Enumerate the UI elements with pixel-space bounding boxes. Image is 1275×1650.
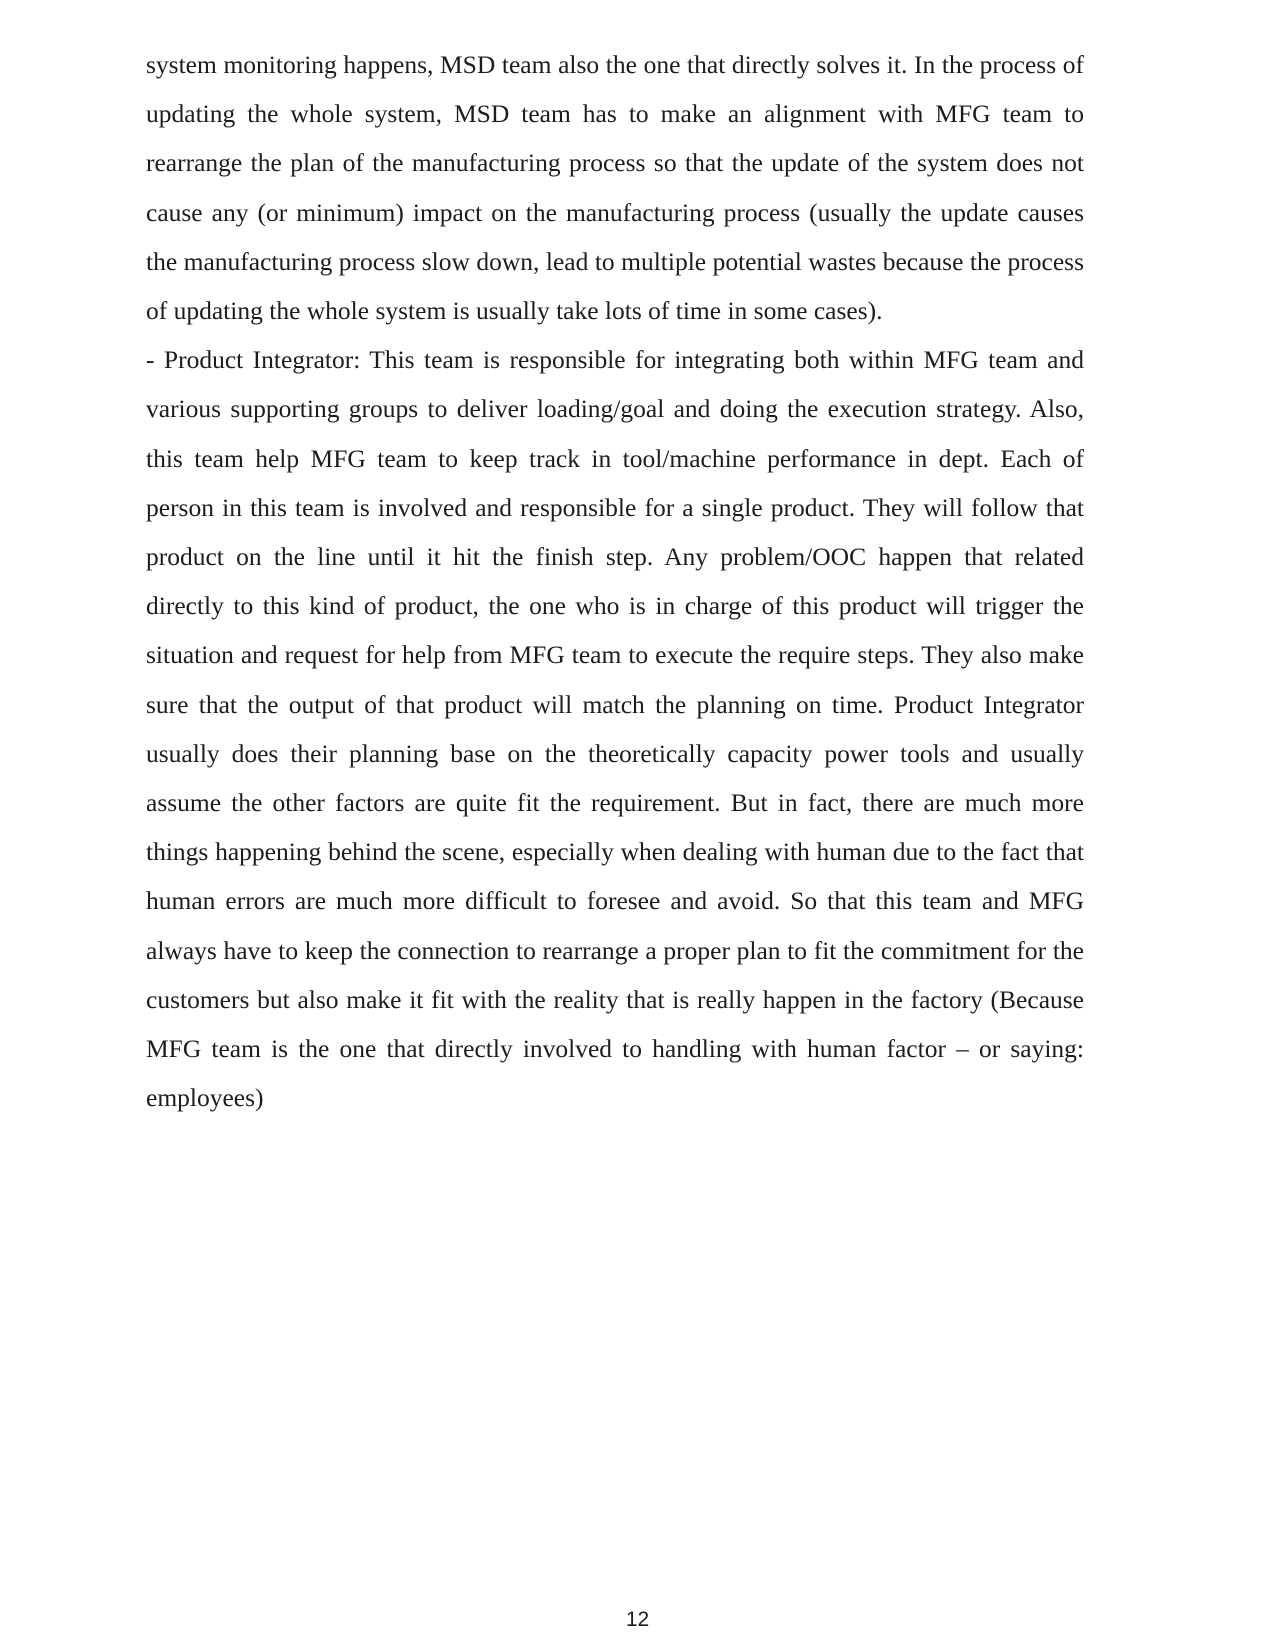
page-number: 12 [625, 1608, 650, 1631]
paragraph-msd-team: system monitoring happens, MSD team also the one that directly solves it. In the process of updating the whole system, MSD team has to make an alignment with MFG team to rearrange the plan of the manufacturing process so that the update of the system does not cause any (or minimum) impact on the manufacturing process (usually the update causes the manufacturing process slow down, lead to multiple potential wastes because the process of updating the whole system is usually take lots of time in some cases). [146, 50, 1084, 326]
paragraph-product-integrator: - Product Integrator: This team is responsible for integrating both within MFG team and various supporting groups to deliver loading/goal and doing the execution strategy. Also, this team help MFG team to keep track in tool/machine performance in dept. Each of person in this team is involved and responsible for a single product. They will follow that product on the line until it hit the finish step. Any problem/OOC happen that related directly to this kind of product, the one who is in charge of this product will trigger the situation and request for help from MFG team to execute the require steps. They also make sure that the output of that product will match the planning on time. Product Integrator usually does their planning base on the theoretically capacity power tools and usually assume the other factors are quite fit the requirement. But in fact, there are much more things happening behind the scene, especially when dealing with human due to the fact that human errors are much more difficult to foresee and avoid. So that this team and MFG always have to keep the connection to rearrange a proper plan to fit the commitment for the customers but also make it fit with the reality that is really happen in the factory (Because MFG team is the one that directly involved to handling with human factor – or saying: employees) [146, 345, 1084, 1113]
body-text [146, 40, 1084, 1122]
